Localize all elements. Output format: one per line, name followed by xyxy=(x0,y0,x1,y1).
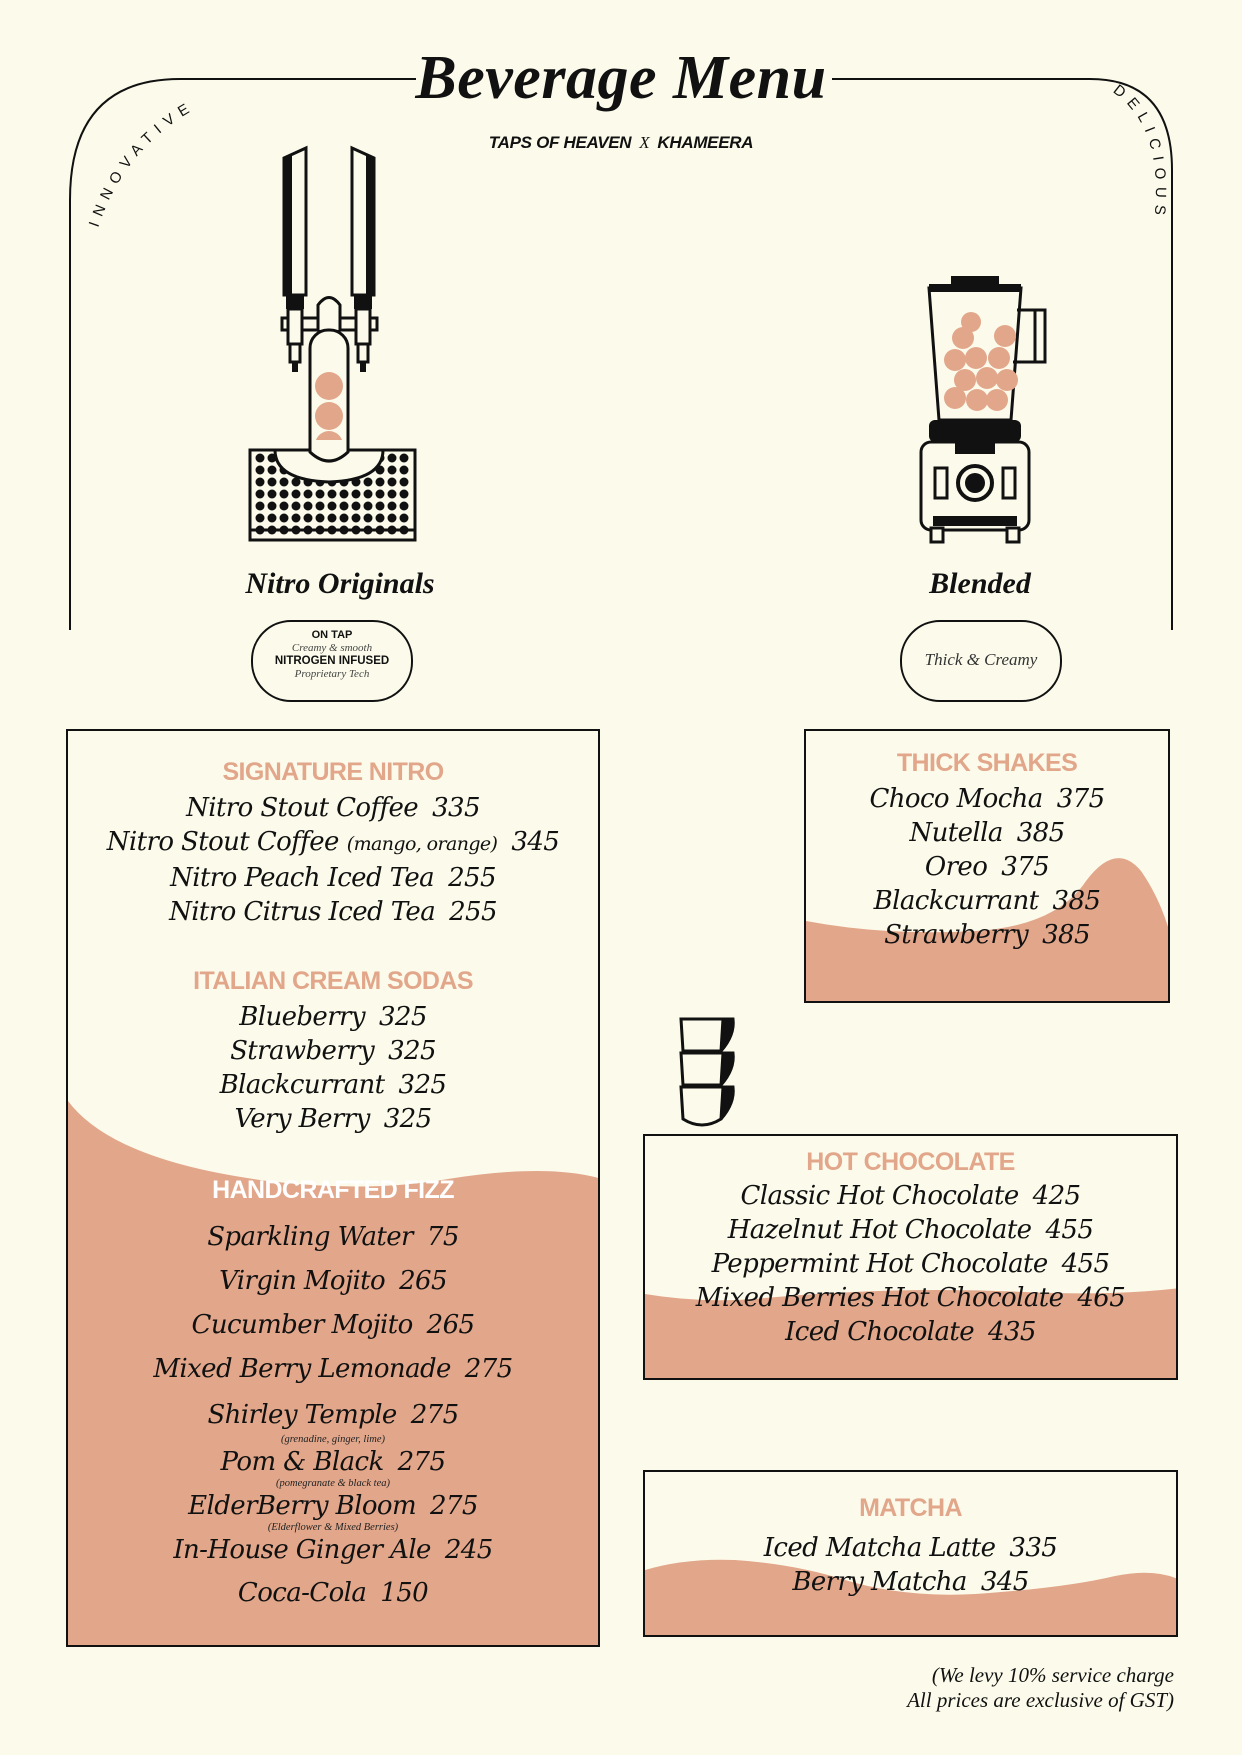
nitro-tap-icon xyxy=(240,140,430,550)
item-name: In-House Ginger Ale xyxy=(173,1535,431,1565)
item-name: Coca-Cola xyxy=(237,1578,367,1608)
item-price: 335 xyxy=(432,793,480,823)
item-name: Berry Matcha xyxy=(792,1567,967,1597)
list-item xyxy=(68,1395,598,1435)
item-name: Blackcurrant xyxy=(219,1070,385,1100)
nitro-badge-line3: NITROGEN INFUSED xyxy=(274,655,390,667)
list-item xyxy=(68,895,598,929)
collab-right: KHAMEERA xyxy=(657,133,754,152)
list-item xyxy=(645,1531,1176,1565)
item-subtext: (Elderflower & Mixed Berries) xyxy=(267,1522,399,1533)
item-name: Pom & Black xyxy=(220,1447,384,1477)
list-item xyxy=(645,1281,1176,1315)
matcha-heading: MATCHA xyxy=(859,1494,962,1522)
left-menu-box xyxy=(66,729,600,1647)
matcha-list xyxy=(645,1531,1176,1599)
item-name: Sparkling Water xyxy=(207,1222,413,1252)
list-item xyxy=(806,918,1168,952)
page-title: Beverage Menu xyxy=(415,44,827,112)
item-price: 275 xyxy=(430,1491,478,1521)
item-name: Shirley Temple xyxy=(207,1400,397,1430)
item-name: Nitro Stout Coffee xyxy=(186,793,419,823)
stacked-cups-icon xyxy=(675,1015,745,1135)
blended-badge-text: Thick & Creamy xyxy=(924,650,1038,669)
item-price: 335 xyxy=(1009,1533,1058,1563)
list-item xyxy=(645,1315,1176,1349)
list-item xyxy=(645,1179,1176,1213)
collab-line xyxy=(0,133,1242,153)
item-name: Classic Hot Chocolate xyxy=(740,1181,1019,1211)
item-name: ElderBerry Bloom xyxy=(188,1491,416,1521)
list-item xyxy=(68,1259,598,1303)
item-price: 465 xyxy=(1077,1283,1126,1313)
nitro-badge xyxy=(251,620,413,702)
item-name: Blackcurrant xyxy=(873,886,1039,916)
list-item xyxy=(68,825,598,861)
matcha-box xyxy=(643,1470,1178,1637)
item-price: 325 xyxy=(398,1070,447,1100)
list-item xyxy=(68,1303,598,1347)
thick-shakes-heading: THICK SHAKES xyxy=(896,749,1078,777)
list-item xyxy=(68,1102,598,1136)
item-name: Nitro Peach Iced Tea xyxy=(170,863,435,893)
footer-line-2: All prices are exclusive of GST) xyxy=(907,1688,1174,1712)
list-item xyxy=(68,1489,598,1523)
item-name: Iced Matcha Latte xyxy=(763,1533,996,1563)
item-name: Mixed Berry Lemonade xyxy=(153,1354,451,1384)
item-price: 150 xyxy=(380,1578,429,1608)
item-price: 255 xyxy=(449,897,497,927)
item-price: 425 xyxy=(1032,1181,1081,1211)
item-name: Nutella xyxy=(909,818,1003,848)
item-price: 455 xyxy=(1045,1215,1094,1245)
item-price: 345 xyxy=(511,827,560,857)
item-price: 375 xyxy=(1001,852,1050,882)
item-price: 275 xyxy=(464,1354,513,1384)
item-name: Very Berry xyxy=(234,1104,370,1134)
list-item xyxy=(806,816,1168,850)
list-item xyxy=(68,861,598,895)
list-item xyxy=(68,1445,598,1479)
item-price: 325 xyxy=(388,1036,436,1066)
blended-badge xyxy=(900,620,1062,702)
left-box-content xyxy=(68,731,598,1615)
list-item xyxy=(68,791,598,825)
thick-shakes-box xyxy=(804,729,1170,1003)
item-note: (mango, orange) xyxy=(346,833,498,855)
hot-chocolate-box xyxy=(643,1134,1178,1380)
nitro-badge-line4: Proprietary Tech xyxy=(294,668,370,680)
item-price: 75 xyxy=(426,1222,459,1252)
item-subtext: (pomegranate & black tea) xyxy=(275,1478,390,1489)
item-name: Peppermint Hot Chocolate xyxy=(711,1249,1048,1279)
item-price: 325 xyxy=(383,1104,432,1134)
list-item xyxy=(645,1213,1176,1247)
list-item xyxy=(68,1068,598,1102)
thick-shakes-list xyxy=(806,782,1168,952)
item-name: Choco Mocha xyxy=(869,784,1043,814)
list-item xyxy=(645,1247,1176,1281)
collab-left: TAPS OF HEAVEN xyxy=(488,133,632,152)
footer-note xyxy=(907,1663,1174,1713)
item-name: Virgin Mojito xyxy=(219,1266,386,1296)
item-price: 385 xyxy=(1042,920,1090,950)
thick-shakes-content xyxy=(806,731,1168,952)
handcrafted-fizz-heading: HANDCRAFTED FIZZ xyxy=(212,1176,454,1204)
list-item xyxy=(806,850,1168,884)
item-name: Strawberry xyxy=(230,1036,375,1066)
collab-x: X xyxy=(639,133,650,152)
hot-chocolate-heading: HOT CHOCOLATE xyxy=(806,1148,1015,1176)
item-price: 325 xyxy=(378,1002,427,1032)
item-name: Blueberry xyxy=(239,1002,365,1032)
blended-section-name: Blended xyxy=(929,567,1031,600)
list-item xyxy=(68,1347,598,1391)
hot-chocolate-list xyxy=(645,1179,1176,1349)
italian-cream-sodas-list xyxy=(68,1000,598,1136)
item-price: 265 xyxy=(426,1310,475,1340)
item-price: 435 xyxy=(988,1317,1036,1347)
list-item xyxy=(68,1215,598,1259)
item-price: 275 xyxy=(397,1447,446,1477)
item-name: Oreo xyxy=(924,852,988,882)
item-price: 245 xyxy=(444,1535,493,1565)
item-price: 265 xyxy=(399,1266,447,1296)
handcrafted-fizz-list xyxy=(68,1215,598,1615)
list-item xyxy=(68,1000,598,1034)
item-price: 385 xyxy=(1052,886,1101,916)
item-name: Strawberry xyxy=(884,920,1029,950)
item-name: Iced Chocolate xyxy=(785,1317,975,1347)
nitro-badge-line1: ON TAP xyxy=(311,629,353,641)
list-item xyxy=(68,1533,598,1567)
signature-nitro-heading: SIGNATURE NITRO xyxy=(222,758,444,786)
list-item xyxy=(645,1565,1176,1599)
list-item xyxy=(806,782,1168,816)
item-price: 385 xyxy=(1016,818,1065,848)
item-name: Cucumber Mojito xyxy=(191,1310,413,1340)
item-name: Hazelnut Hot Chocolate xyxy=(727,1215,1032,1245)
item-name: Mixed Berries Hot Chocolate xyxy=(695,1283,1064,1313)
list-item xyxy=(806,884,1168,918)
italian-cream-sodas-heading: ITALIAN CREAM SODAS xyxy=(193,967,473,995)
item-name: Nitro Citrus Iced Tea xyxy=(169,897,436,927)
arc-text-left: INNOVATIVE xyxy=(85,97,199,230)
item-price: 255 xyxy=(448,863,496,893)
item-subtext: (grenadine, ginger, lime) xyxy=(280,1434,385,1445)
item-price: 345 xyxy=(980,1567,1029,1597)
item-name: Nitro Stout Coffee xyxy=(106,827,339,857)
blender-icon xyxy=(915,270,1055,545)
nitro-section-name: Nitro Originals xyxy=(245,567,435,600)
list-item xyxy=(68,1034,598,1068)
item-price: 455 xyxy=(1061,1249,1110,1279)
matcha-content xyxy=(645,1472,1176,1599)
nitro-badge-line2: Creamy & smooth xyxy=(291,642,373,654)
list-item xyxy=(68,1571,598,1615)
item-price: 275 xyxy=(410,1400,459,1430)
signature-nitro-list xyxy=(68,791,598,929)
item-price: 375 xyxy=(1056,784,1105,814)
footer-line-1: (We levy 10% service charge xyxy=(931,1663,1174,1687)
arc-text-right: DELICIOUS xyxy=(1109,81,1170,223)
hot-chocolate-content xyxy=(645,1136,1176,1349)
